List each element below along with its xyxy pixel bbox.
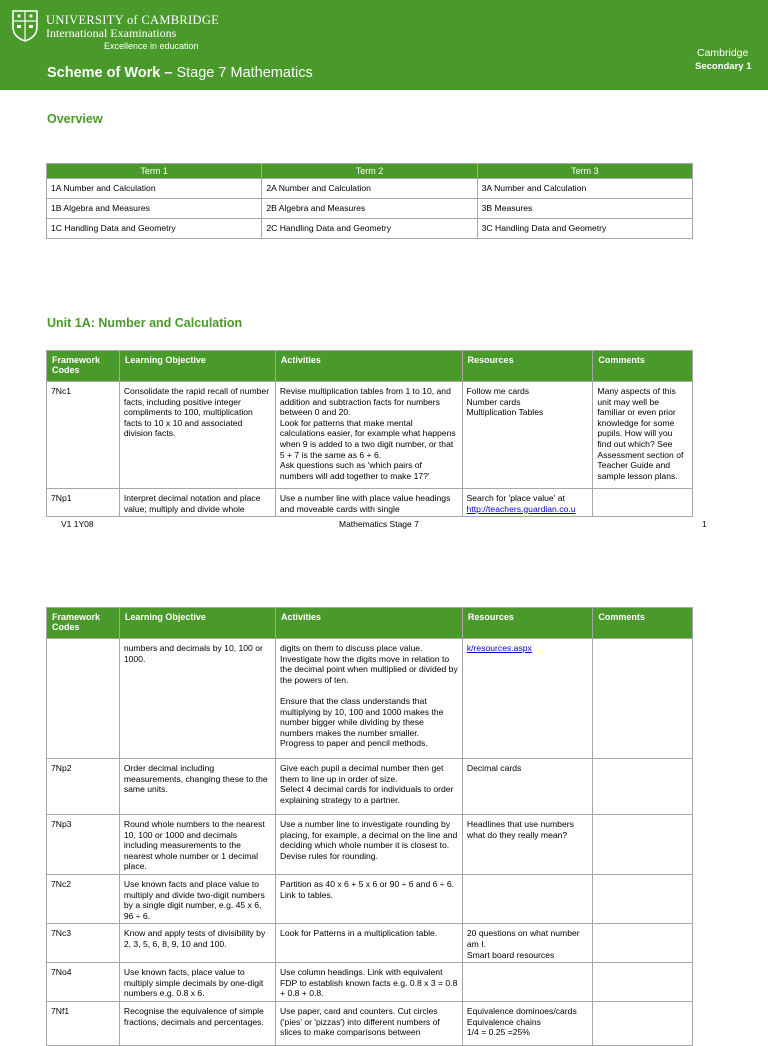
overview-col-term3: Term 3 (477, 164, 692, 179)
resources (462, 382, 593, 489)
activities: Look for Patterns in a multiplication table. (276, 924, 463, 963)
activities: Use paper, card and counters. Cut circles ('pies' or 'pizzas') into different numbers of slices to make comparisons between (276, 1001, 463, 1045)
table-row (47, 639, 693, 759)
col-activities: Activities (276, 608, 463, 639)
overview-header-row (47, 164, 693, 179)
framework-code: 7Nc2 (47, 874, 120, 923)
unit-table-page2 (46, 607, 693, 1046)
resources (462, 924, 592, 963)
overview-table (46, 163, 693, 239)
university-crest-icon (12, 10, 38, 42)
col-framework-codes: Framework Codes (47, 608, 120, 639)
col-comments: Comments (593, 608, 693, 639)
learning-objective: Use known facts and place value to multiply and divide two-digit numbers by a single digit number, e.g. 45 x 6, 96 ÷ 6. (119, 874, 275, 923)
learning-objective: Order decimal including measurements, changing these to the same units. (119, 759, 275, 815)
col-activities: Activities (275, 351, 462, 382)
resource-link[interactable]: k/resources.aspx (466, 643, 532, 653)
table-row (47, 489, 693, 517)
resources-text: Follow me cards Number cards Multiplication Tables (466, 386, 544, 418)
activities: Use a number line with place value headings and moveable cards with single (275, 489, 462, 517)
comments: Many aspects of this unit may well be familiar or even prior knowledge for some pupils. How will you find out which? See Assessment section of Teacher Guide and sample lesson plans. (593, 382, 693, 489)
activities (276, 639, 463, 759)
comments (593, 1001, 693, 1045)
comments (593, 759, 693, 815)
comments (593, 874, 693, 923)
resources-text: Equivalence dominoes/cards Equivalence chains 1/4 = 0.25 =25% (466, 1005, 577, 1038)
col-comments: Comments (593, 351, 693, 382)
activities: Use column headings. Link with equivalent FDP to establish known facts e.g. 0.8 x 3 = 0.8 + 0.8 + 0.8. (276, 963, 463, 1002)
document-title (47, 65, 313, 81)
organisation-name: International Examinations (46, 26, 177, 40)
overview-cell: 3B Measures (477, 199, 692, 219)
overview-cell: 2B Algebra and Measures (262, 199, 477, 219)
footer-page-number: 1 (702, 519, 707, 529)
framework-code (47, 639, 120, 759)
overview-heading: Overview (47, 112, 103, 126)
resources: Decimal cards (462, 759, 592, 815)
comments (593, 489, 693, 517)
overview-row (47, 179, 693, 199)
unit-header-row (47, 608, 693, 639)
framework-code: 7No4 (47, 963, 120, 1002)
overview-cell: 1C Handling Data and Geometry (47, 219, 262, 239)
overview-col-term1: Term 1 (47, 164, 262, 179)
overview-cell: 1B Algebra and Measures (47, 199, 262, 219)
header-banner (0, 0, 768, 90)
table-row (47, 815, 693, 875)
resources (462, 963, 592, 1002)
overview-cell: 3C Handling Data and Geometry (477, 219, 692, 239)
comments (593, 924, 693, 963)
footer-title: Mathematics Stage 7 (339, 519, 419, 529)
unit-header-row (47, 351, 693, 382)
page-two (0, 600, 768, 1038)
table-row (47, 1001, 693, 1045)
framework-code: 7Nc3 (47, 924, 120, 963)
learning-objective: Interpret decimal notation and place value; multiply and divide whole (119, 489, 275, 517)
overview-cell: 2A Number and Calculation (262, 179, 477, 199)
comments (593, 963, 693, 1002)
overview-cell: 2C Handling Data and Geometry (262, 219, 477, 239)
activities-text: digits on them to discuss place value. Investigate how the digits move in relation to the decimal point when multiplied or divided by the powers of ten. Ensure that the class understands that multiplying by 10, 100 and 1000 makes the number bigger while dividing by these numbers makes the number smaller. Progress to paper and pencil methods. (280, 643, 458, 749)
document-title-rest: Stage 7 Mathematics (172, 65, 313, 81)
resources-text: Search for 'place value' at (466, 493, 565, 503)
comments (593, 639, 693, 759)
framework-code: 7Np3 (47, 815, 120, 875)
learning-objective: Consolidate the rapid recall of number facts, including positive integer compliments to 100, multiplication facts to 10 x 10 and associated division facts. (119, 382, 275, 489)
learning-objective: numbers and decimals by 10, 100 or 1000. (119, 639, 275, 759)
activities: Partition as 40 x 6 + 5 x 6 or 90 ÷ 6 and 6 ÷ 6. Link to tables. (276, 874, 463, 923)
activities-text: Give each pupil a decimal number then get them to line up in order of size. Select 4 decimal cards for individuals to order explaining strategy to a partner. (280, 763, 454, 805)
col-learning-objective: Learning Objective (119, 608, 275, 639)
activities (276, 759, 463, 815)
learning-objective: Use known facts, place value to multiply simple decimals by one-digit numbers e.g. 0.8 x 6. (119, 963, 275, 1002)
table-row (47, 759, 693, 815)
learning-objective: Recognise the equivalence of simple fractions, decimals and percentages. (119, 1001, 275, 1045)
resources: Headlines that use numbers what do they really mean? (462, 815, 592, 875)
table-row (47, 382, 693, 489)
comments (593, 815, 693, 875)
footer-version: V1 1Y08 (61, 519, 94, 529)
resources (462, 1001, 592, 1045)
unit-table-page1 (46, 350, 693, 517)
framework-code: 7Nc1 (47, 382, 120, 489)
activities (275, 382, 462, 489)
brand-line-1: Cambridge (697, 47, 749, 59)
university-name: UNIVERSITY of CAMBRIDGE (46, 13, 220, 27)
activities-text: Revise multiplication tables from 1 to 10, and addition and subtraction facts for numbers between 0 and 20. Look for patterns that make mental calculations easier, for example what happens when 9 is added to a two digit number, or that 5 + 7 is the same as 6 + 6. Ask questions such as 'which pairs of numbers will add together to make 17?' (279, 386, 456, 481)
table-row (47, 963, 693, 1002)
table-row (47, 874, 693, 923)
resources (462, 489, 593, 517)
col-learning-objective: Learning Objective (119, 351, 275, 382)
page-gap (0, 538, 768, 600)
col-framework-codes: Framework Codes (47, 351, 120, 382)
col-resources: Resources (462, 608, 592, 639)
overview-cell: 3A Number and Calculation (477, 179, 692, 199)
learning-objective: Know and apply tests of divisibility by 2, 3, 5, 6, 8, 9, 10 and 100. (119, 924, 275, 963)
unit-heading: Unit 1A: Number and Calculation (47, 316, 243, 330)
framework-code: 7Np2 (47, 759, 120, 815)
resources (462, 874, 592, 923)
overview-cell: 1A Number and Calculation (47, 179, 262, 199)
resources-text: 20 questions on what number am I. Smart board resources (466, 928, 580, 960)
overview-row (47, 199, 693, 219)
brand-line-2: Secondary 1 (695, 61, 752, 72)
resources (462, 639, 592, 759)
learning-objective: Round whole numbers to the nearest 10, 100 or 1000 and decimals including measurements to the nearest whole number or 1 decimal place. (119, 815, 275, 875)
activities: Use a number line to investigate rounding by placing, for example, a decimal on the line and deciding which whole number it is closest to. Devise rules for rounding. (276, 815, 463, 875)
tagline: Excellence in education (104, 41, 199, 51)
overview-row (47, 219, 693, 239)
resource-link[interactable]: http://teachers.guardian.co.u (466, 503, 576, 514)
table-row (47, 924, 693, 963)
framework-code: 7Np1 (47, 489, 120, 517)
document-title-bold: Scheme of Work – (47, 65, 173, 81)
framework-code: 7Nf1 (47, 1001, 120, 1045)
overview-col-term2: Term 2 (262, 164, 477, 179)
col-resources: Resources (462, 351, 593, 382)
